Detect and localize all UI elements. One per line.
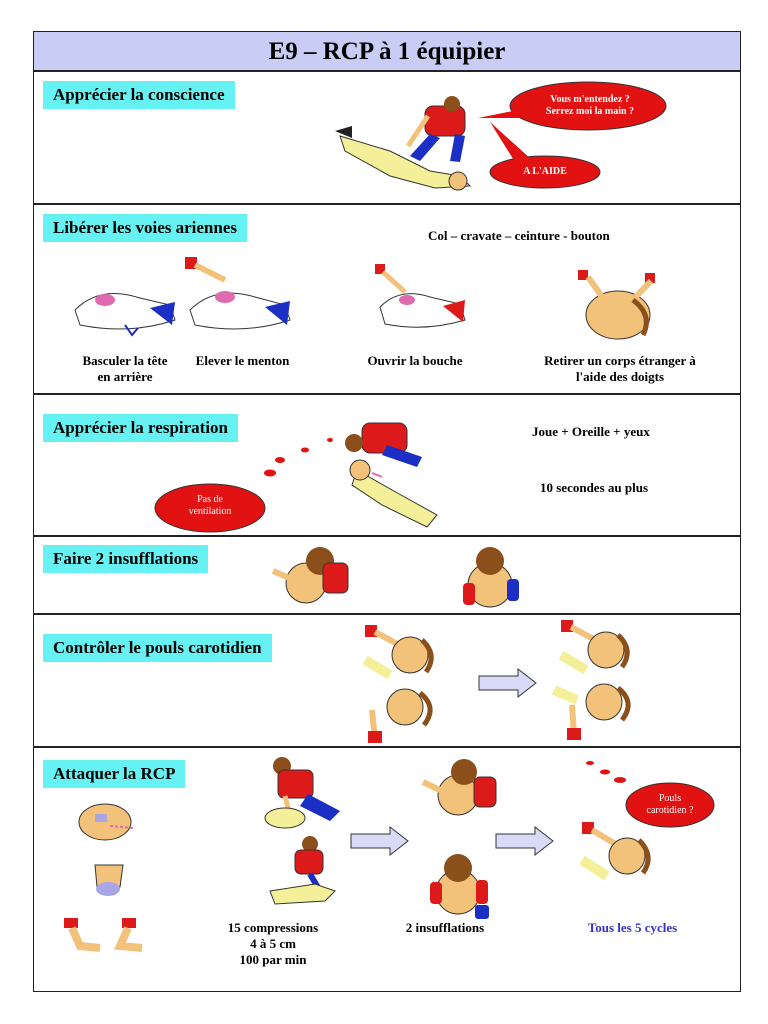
step-caption-foreign-1: Retirer un corps étranger à xyxy=(544,353,696,368)
step-caption-tilt-1: Basculer la tête xyxy=(82,353,168,368)
remove-foreign-body-illustration xyxy=(573,265,663,345)
section-divider xyxy=(34,746,740,748)
head-tilt-illustration xyxy=(70,280,180,340)
mouth-to-mouth-illustration-2 xyxy=(455,543,525,613)
arrow-right-icon xyxy=(478,668,538,698)
bubble-pulse-2: carotidien ? xyxy=(646,805,694,816)
bubble-question-1: Vous m'entendez ? xyxy=(550,94,630,105)
page-title: E9 – RCP à 1 équipier xyxy=(34,32,740,72)
interlaced-hands-illustration xyxy=(62,916,152,954)
section-label-airway: Libérer les voies ariennes xyxy=(43,214,247,242)
insufflation-illustration-1 xyxy=(418,757,498,819)
arrow-right-icon xyxy=(350,826,410,856)
section-divider xyxy=(34,535,740,537)
pulse-check-illustration-3 xyxy=(556,615,636,675)
airway-note: Col – cravate – ceinture - bouton xyxy=(428,228,610,243)
chest-compression-illustration-2 xyxy=(265,836,345,906)
mouth-to-mouth-illustration-1 xyxy=(268,543,353,608)
rescuer-shaking-victim-illustration xyxy=(330,96,480,196)
section-label-breathing: Apprécier la respiration xyxy=(43,414,238,442)
compressions-rate: 100 par min xyxy=(239,952,307,967)
section-divider xyxy=(34,393,740,395)
compressions-count: 15 compressions xyxy=(227,920,319,935)
step-caption-foreign-2: l'aide des doigts xyxy=(575,369,665,384)
pulse-check-illustration-4 xyxy=(552,680,637,745)
insufflation-illustration-2 xyxy=(420,850,495,922)
compressions-depth: 4 à 5 cm xyxy=(250,936,296,951)
cycles-note: Tous les 5 cycles xyxy=(587,920,678,935)
pulse-recheck-illustration xyxy=(577,818,657,883)
hand-position-illustration xyxy=(75,800,135,845)
section-divider xyxy=(34,203,740,205)
hand-palm-illustration xyxy=(85,857,130,902)
step-caption-mouth: Ouvrir la bouche xyxy=(367,353,463,368)
breathing-time-note: 10 secondes au plus xyxy=(540,480,648,495)
chin-lift-illustration xyxy=(185,255,295,340)
section-label-cpr: Attaquer la RCP xyxy=(43,760,185,788)
step-caption-chin: Elever le menton xyxy=(195,353,290,368)
section-label-conscience: Apprécier la conscience xyxy=(43,81,235,109)
section-label-pulse: Contrôler le pouls carotidien xyxy=(43,634,272,662)
bubble-pulse-1: Pouls xyxy=(658,793,682,804)
step-caption-tilt-2: en arrière xyxy=(97,369,153,384)
look-listen-feel-illustration xyxy=(342,415,442,530)
insufflations-count: 2 insufflations xyxy=(405,920,485,935)
open-mouth-illustration xyxy=(375,262,470,337)
bubble-no-breath-1: Pas de xyxy=(197,494,223,505)
arrow-right-icon xyxy=(495,826,555,856)
bubble-question-2: Serrez moi la main ? xyxy=(545,106,635,117)
chest-compression-illustration-1 xyxy=(260,756,345,831)
thought-bubble xyxy=(150,438,350,538)
bubble-no-breath-2: ventilation xyxy=(188,506,232,517)
bubble-alert: A L'AIDE xyxy=(523,166,567,177)
pulse-check-illustration-1 xyxy=(360,620,440,680)
breathing-check-note: Joue + Oreille + yeux xyxy=(532,424,650,439)
pulse-check-illustration-2 xyxy=(360,685,440,745)
section-label-insufflations: Faire 2 insufflations xyxy=(43,545,208,573)
